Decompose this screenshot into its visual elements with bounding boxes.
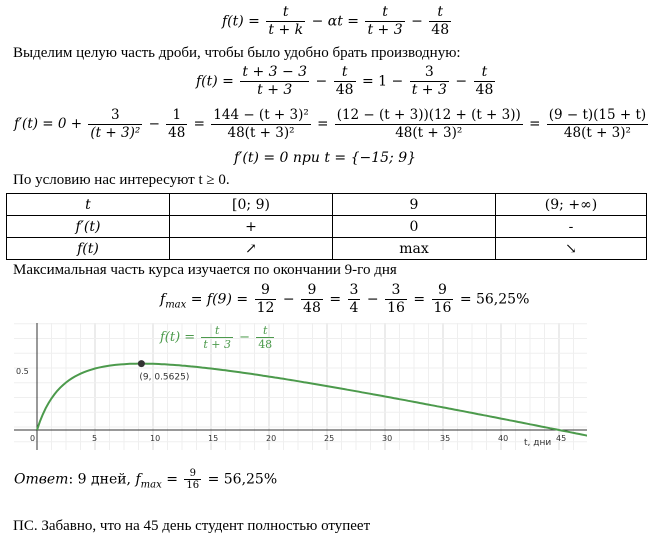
table-cell: t: [7, 194, 170, 216]
frac-den: 48(t + 3)²: [563, 125, 631, 141]
frac-num: 144 − (t + 3)²: [213, 107, 309, 123]
eq-op: =: [193, 116, 205, 132]
fraction: [256, 324, 274, 351]
eq-op: −: [282, 291, 295, 308]
x-tick-label: 45: [556, 434, 567, 443]
frac-den: 48(t + 3)²: [227, 125, 295, 141]
fraction: [184, 468, 201, 491]
eq-sub: max: [140, 479, 162, 491]
table-cell: (9; +∞): [496, 194, 647, 216]
fraction: [166, 107, 187, 142]
fraction: [432, 282, 454, 317]
frac-num: t: [334, 64, 356, 82]
frac-den: 48: [258, 338, 273, 351]
fraction: [334, 64, 356, 99]
frac-num: 9: [184, 468, 201, 480]
frac-num: t: [256, 324, 274, 338]
x-tick-label: 15: [208, 434, 219, 443]
table-row: [7, 194, 647, 216]
max-point: [138, 360, 145, 367]
table-cell: +: [170, 216, 333, 238]
fraction: [335, 107, 523, 142]
eq-op: =: [529, 116, 541, 132]
eq-op: −: [455, 73, 468, 90]
table-row: [7, 238, 647, 260]
eq-op: =: [166, 471, 178, 488]
fraction: [474, 64, 496, 99]
frac-num: (12 − (t + 3))(12 + (t + 3)): [336, 107, 521, 123]
frac-num: t: [474, 64, 496, 82]
frac-num: t: [429, 4, 451, 22]
eq-op: −: [239, 330, 251, 345]
frac-num: 9: [432, 282, 454, 300]
frac-den: 4: [349, 300, 359, 316]
frac-num: 3: [385, 282, 407, 300]
frac-num: t: [365, 4, 404, 22]
eq-lhs: f′(t) = 0 +: [14, 116, 83, 132]
table-cell: [0; 9): [170, 194, 333, 216]
table-cell: f(t): [7, 238, 170, 260]
eq-op: =: [329, 291, 342, 308]
x-tick-label: 30: [382, 434, 393, 443]
answer-text: : 9 дней,: [68, 471, 132, 488]
equation-derivative-zero: f′(t) = 0 при t = {−15; 9}: [234, 150, 417, 166]
x-tick-label: 40: [498, 434, 509, 443]
frac-num: 9: [255, 282, 277, 300]
equation-fmax: [160, 282, 529, 317]
frac-num: 9: [301, 282, 323, 300]
x-tick-label: 20: [266, 434, 277, 443]
frac-den: 16: [387, 300, 405, 316]
frac-num: (9 − t)(15 + t): [548, 107, 647, 123]
table-cell: ↘: [496, 238, 647, 260]
fraction: [211, 107, 311, 142]
x-tick-label: 35: [440, 434, 451, 443]
fraction: [547, 107, 648, 142]
table-row: [7, 216, 647, 238]
frac-num: t: [201, 324, 233, 338]
graph-grid: [14, 323, 587, 450]
frac-den: 48: [431, 22, 450, 38]
frac-den: t + 3: [411, 82, 447, 98]
x-tick-label: 10: [150, 434, 161, 443]
equation-derivative: [14, 107, 650, 142]
table-cell: f′(t): [7, 216, 170, 238]
fraction: [410, 64, 449, 99]
eq-op: = 1 −: [362, 73, 404, 90]
frac-den: 16: [433, 300, 452, 316]
frac-num: 3: [410, 64, 449, 82]
frac-den: t + 3: [367, 22, 403, 38]
eq-op: −: [366, 291, 379, 308]
x-tick-label: 5: [92, 434, 98, 443]
text-condition: По условию нас интересуют t ≥ 0.: [13, 172, 230, 188]
equation-integer-part: [196, 64, 497, 99]
eq-lhs: f(t) =: [196, 73, 234, 90]
fraction: [429, 4, 451, 39]
eq-lhs: f(t) =: [160, 330, 196, 345]
eq-lhs: f: [160, 291, 166, 308]
text-integer-part: Выделим целую часть дроби, чтобы было удобно брать производную:: [13, 45, 461, 61]
fraction: [301, 282, 323, 317]
fraction: [255, 282, 277, 317]
graph-formula-legend: [160, 324, 276, 351]
origin-label: 0: [30, 434, 36, 443]
monotonicity-table: [6, 193, 647, 260]
eq-result: = 56,25%: [459, 291, 530, 308]
table-cell: 9: [333, 194, 496, 216]
fraction: [365, 4, 404, 39]
fraction: [201, 324, 233, 351]
table-cell: -: [496, 216, 647, 238]
answer-result: = 56,25%: [207, 471, 278, 488]
frac-den: t + 3: [203, 338, 231, 351]
y-tick-label: 0.5: [16, 367, 29, 376]
eq-sub: max: [165, 299, 187, 311]
eq-term: − αt =: [311, 13, 360, 30]
function-graph: [14, 323, 587, 450]
x-axis-label: t, дни: [524, 438, 552, 448]
frac-num: 3: [349, 282, 359, 298]
answer-label: Ответ: [14, 471, 69, 488]
fraction: [385, 282, 407, 317]
frac-den: 48: [168, 125, 186, 141]
x-tick-label: 25: [324, 434, 335, 443]
equation-f-definition: [222, 4, 453, 39]
frac-den: t + k: [268, 22, 304, 38]
frac-den: (t + 3)²: [90, 125, 141, 141]
table-cell: max: [333, 238, 496, 260]
eq-term: = f(9) =: [190, 291, 249, 308]
table-cell: 0: [333, 216, 496, 238]
ps-note: ПС. Забавно, что на 45 день студент полностью отупеет: [13, 518, 371, 534]
eq-op: =: [413, 291, 426, 308]
frac-den: t + 3: [257, 82, 293, 98]
eq-op: =: [317, 116, 329, 132]
fraction: [240, 64, 309, 99]
eq-op: −: [411, 13, 423, 30]
frac-den: 16: [186, 480, 200, 491]
frac-den: 12: [256, 300, 275, 316]
frac-den: 48: [335, 82, 354, 98]
frac-den: 48(t + 3)²: [395, 125, 463, 141]
frac-den: 48: [475, 82, 494, 98]
eq-lhs: f(t) =: [222, 13, 260, 30]
frac-den: 48: [303, 300, 321, 316]
answer-line: [14, 468, 277, 491]
frac-num: 3: [88, 107, 142, 125]
fraction: [88, 107, 142, 142]
fraction: [348, 282, 361, 317]
frac-num: 1: [166, 107, 187, 125]
max-point-label: (9, 0.5625): [139, 372, 190, 383]
frac-num: t: [266, 4, 305, 22]
fraction: [266, 4, 305, 39]
eq-lhs: f: [135, 471, 141, 488]
eq-op: −: [315, 73, 328, 90]
table-cell: ↗: [170, 238, 333, 260]
text-max: Максимальная часть курса изучается по окончании 9-го дня: [13, 262, 397, 278]
frac-num: t + 3 − 3: [242, 64, 308, 80]
eq-op: −: [148, 116, 160, 132]
